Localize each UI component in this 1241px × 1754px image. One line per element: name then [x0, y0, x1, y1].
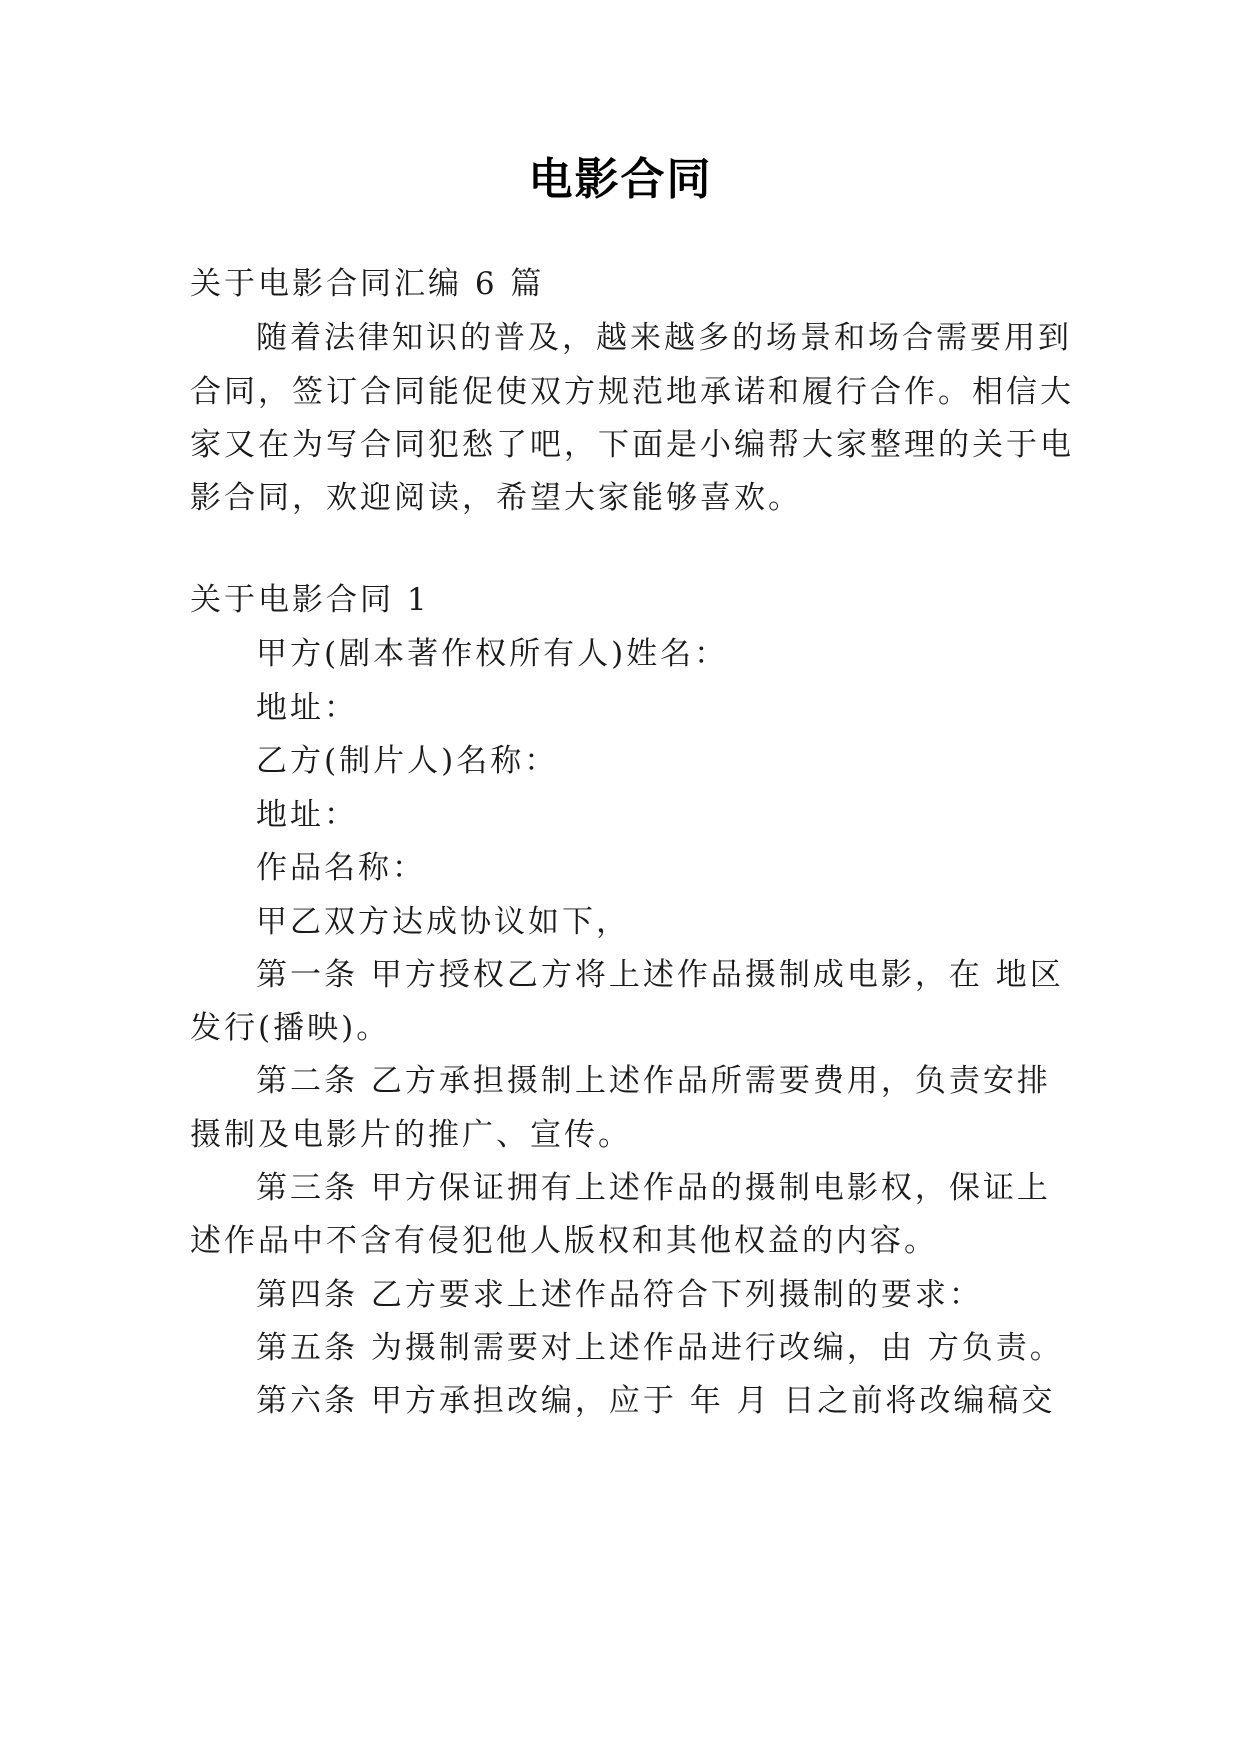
party-b-name: 乙方(制片人)名称： — [256, 743, 559, 779]
article-2-line-2: 摄制及电影片的推广、宣传。 — [190, 1117, 632, 1153]
article-3-line-2: 述作品中不含有侵犯他人版权和其他权益的内容。 — [190, 1223, 938, 1259]
contract-1-heading: 关于电影合同 1 — [190, 582, 430, 618]
compilation-heading: 关于电影合同汇编 6 篇 — [190, 266, 545, 302]
work-title: 作品名称： — [256, 850, 426, 886]
party-a-address: 地址： — [256, 690, 358, 726]
party-b-address: 地址： — [256, 797, 358, 833]
article-1-line-2: 发行(播映)。 — [190, 1010, 391, 1046]
party-a-name: 甲方(剧本著作权所有人)姓名： — [256, 636, 729, 672]
intro-line-1: 随着法律知识的普及，越来越多的场景和场合需要用到 — [256, 320, 1072, 356]
article-2-line-1: 第二条 乙方承担摄制上述作品所需要费用，负责安排 — [256, 1063, 1051, 1099]
intro-line-3: 家又在为写合同犯愁了吧，下面是小编帮大家整理的关于电 — [190, 427, 1074, 463]
article-5: 第五条 为摄制需要对上述作品进行改编，由 方负责。 — [256, 1330, 1064, 1366]
agreement-intro: 甲乙双方达成协议如下， — [256, 904, 630, 940]
document-title: 电影合同 — [528, 154, 713, 205]
article-3-line-1: 第三条 甲方保证拥有上述作品的摄制电影权，保证上 — [256, 1170, 1051, 1206]
article-4: 第四条 乙方要求上述作品符合下列摄制的要求： — [256, 1277, 983, 1313]
intro-line-4: 影合同，欢迎阅读，希望大家能够喜欢。 — [190, 480, 802, 516]
article-1-line-1: 第一条 甲方授权乙方将上述作品摄制成电影，在 地区 — [256, 957, 1064, 993]
intro-line-2: 合同，签订合同能促使双方规范地承诺和履行合作。相信大 — [190, 374, 1074, 410]
article-6-line-1: 第六条 甲方承担改编，应于 年 月 日之前将改编稿交 — [256, 1383, 1056, 1419]
